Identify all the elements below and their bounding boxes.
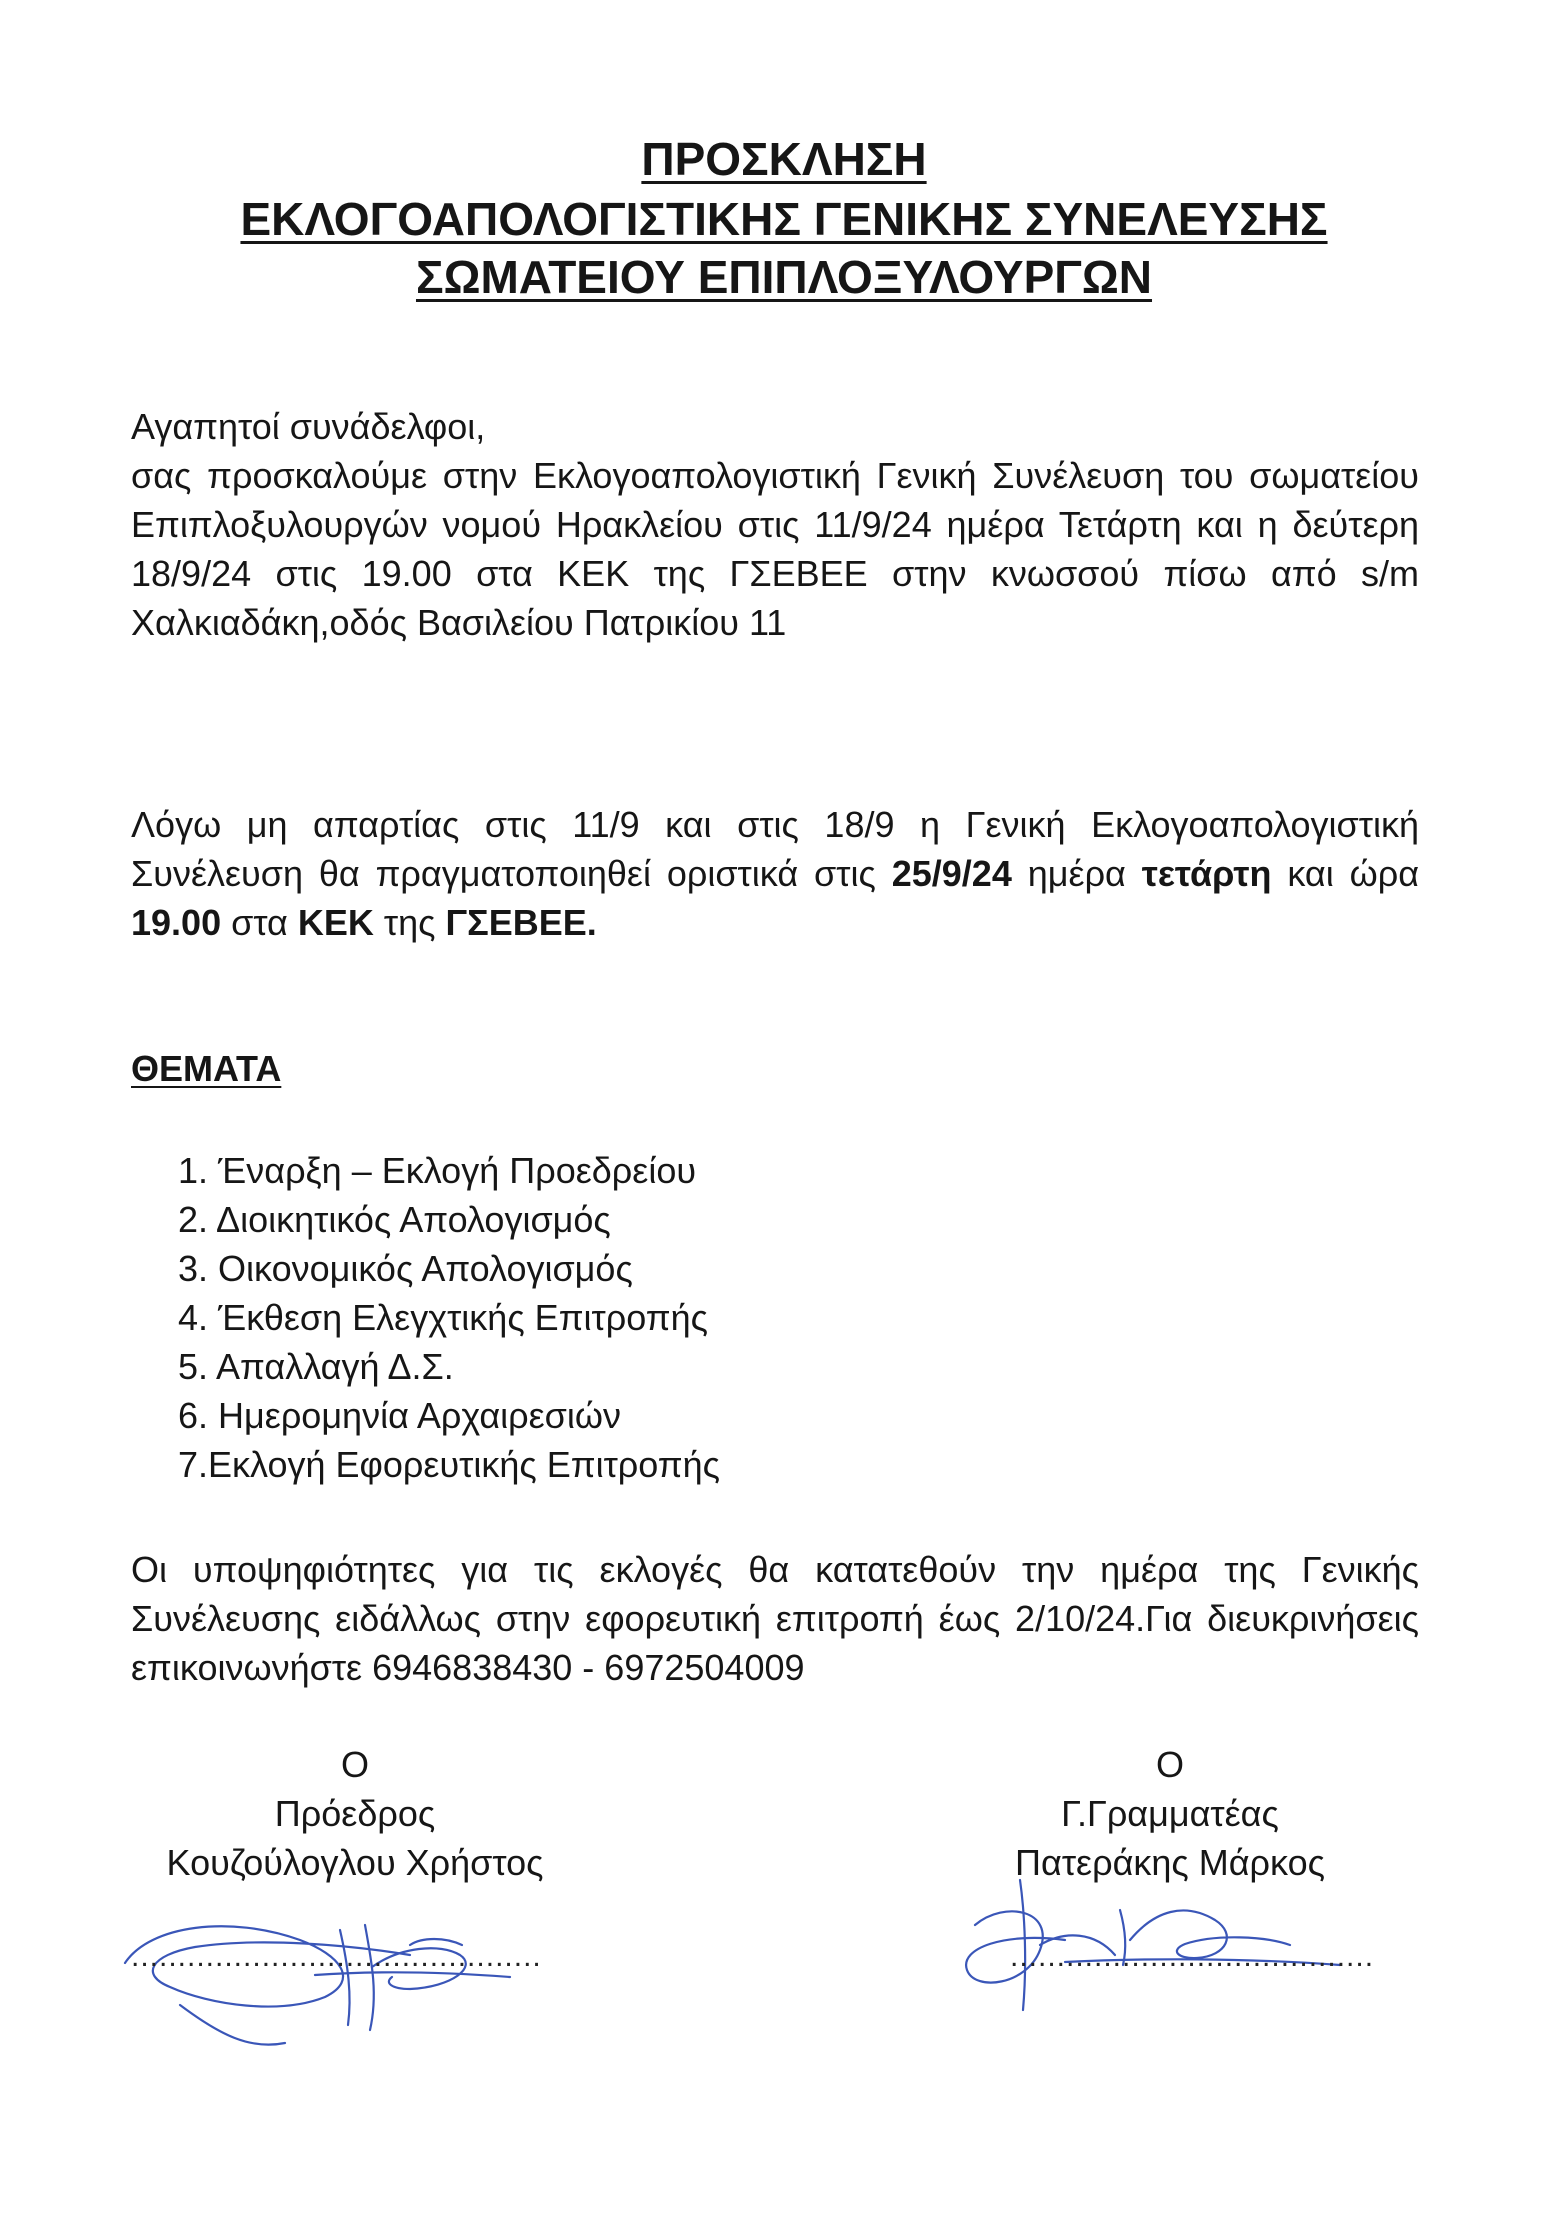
president-signature-block [125, 1740, 585, 1887]
topic-item: 7.Εκλογή Εφορευτικής Επιτροπής [178, 1444, 720, 1485]
topic-item: 2. Διοικητικός Απολογισμός [178, 1199, 611, 1240]
final-venue: ΚΕΚ [297, 902, 374, 943]
secretary-role: Γ.Γραμματέας [1061, 1793, 1279, 1834]
title-line-2: ΕΚΛΟΓΟΑΠΟΛΟΓΙΣΤΙΚΗΣ ΓΕΝΙΚΗΣ ΣΥΝΕΛΕΥΣΗΣ [240, 193, 1328, 245]
final-time: 19.00 [131, 902, 222, 943]
quorum-text-4: στα [221, 902, 298, 943]
president-name: Κουζούλογλου Χρήστος [166, 1842, 544, 1883]
topic-item: 6. Ημερομηνία Αρχαιρεσιών [178, 1395, 621, 1436]
quorum-paragraph [131, 800, 1419, 947]
title-line-3: ΣΩΜΑΤΕΙΟΥ ΕΠΙΠΛΟΞΥΛΟΥΡΓΩΝ [415, 251, 1153, 303]
secretary-article: Ο [1155, 1744, 1184, 1785]
topic-item: 3. Οικονομικός Απολογισμός [178, 1248, 633, 1289]
topics-list [178, 1146, 1078, 1489]
final-org: ΓΣΕΒΕΕ. [445, 902, 597, 943]
title-line-1: ΠΡΟΣΚΛΗΣΗ [641, 133, 927, 185]
final-day: τετάρτη [1141, 853, 1272, 894]
invitation-paragraph: σας προσκαλούμε στην Εκλογοαπολογιστική Γενική Συνέλευση του σωματείου Επιπλοξυλουργών νομού Ηρακλείου στις 11/9/24 ημέρα Τετάρτη και η δεύτερη 18/9/24 στις 19.00 στα ΚΕΚ της ΓΣΕΒΕΕ στην κνωσσού πίσω από s/m Χαλκιαδάκη,οδός Βασιλείου Πατρικίου 11 [131, 455, 1419, 643]
secretary-signature-line: ....................................... [1010, 1940, 1375, 1973]
president-signature-line: ............................................ [131, 1940, 542, 1973]
topic-item: 5. Απαλλαγή Δ.Σ. [178, 1346, 454, 1387]
quorum-text-1: Λόγω μη απαρτίας στις 11/9 και στις 18/9 η Γενική Εκλογοαπολογιστική Συνέλευση θα πραγματοποιηθεί οριστικά στις [131, 804, 1419, 894]
topic-item: 4. Έκθεση Ελεγχτικής Επιτροπής [178, 1297, 708, 1338]
greeting: Αγαπητοί συνάδελφοι, [131, 406, 486, 447]
topic-item: 1. Έναρξη – Εκλογή Προεδρείου [178, 1150, 697, 1191]
final-date: 25/9/24 [891, 853, 1012, 894]
secretary-signature-block [960, 1740, 1380, 1887]
president-role: Πρόεδρος [274, 1793, 436, 1834]
quorum-text-2: ημέρα [1011, 853, 1142, 894]
secretary-name: Πατεράκης Μάρκος [1015, 1842, 1325, 1883]
quorum-text-5: της [373, 902, 446, 943]
president-article: Ο [340, 1744, 369, 1785]
quorum-text-3: και ώρα [1271, 853, 1420, 894]
candidates-paragraph: Οι υποψηφιότητες για τις εκλογές θα κατατεθούν την ημέρα της Γενικής Συνέλευσης ειδάλλως στην εφορευτική επιτροπή έως 2/10/24.Για διευκρινήσεις επικοινωνήστε 6946838430 - 6972504009 [131, 1549, 1419, 1688]
topics-heading: ΘΕΜΑΤΑ [131, 1048, 282, 1089]
